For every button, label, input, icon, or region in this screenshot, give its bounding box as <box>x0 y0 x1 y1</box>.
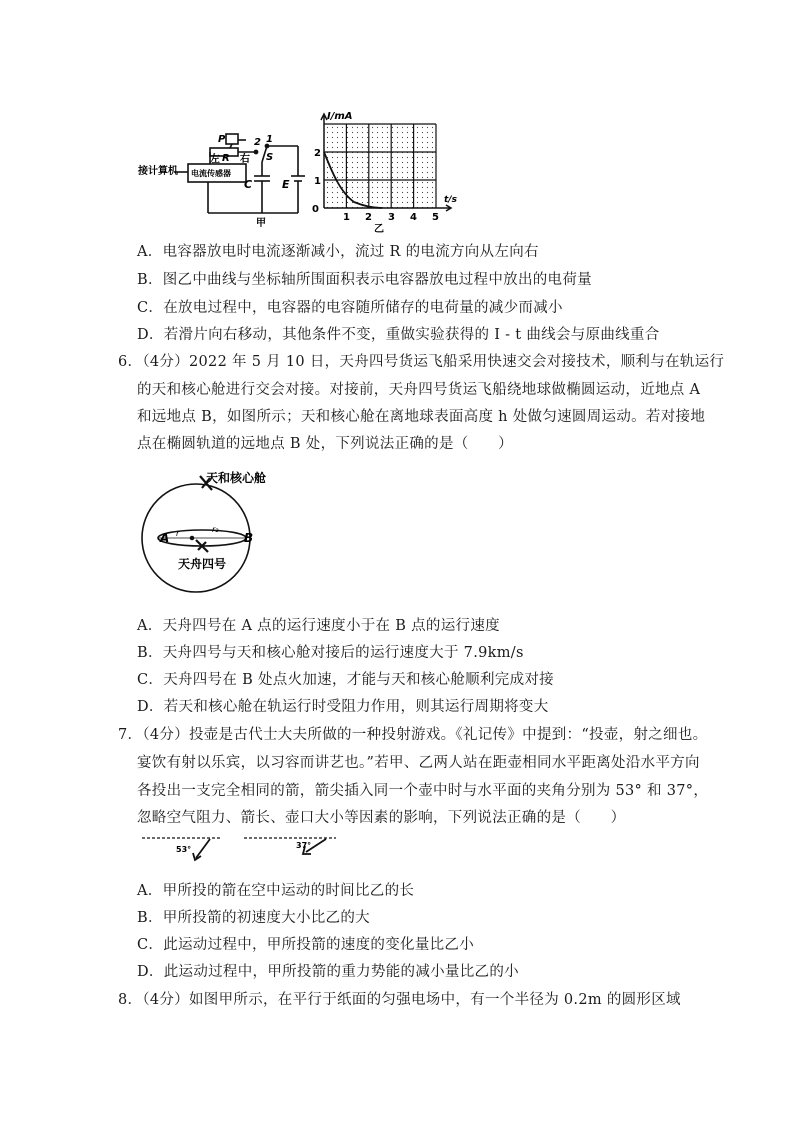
arrow-angle-diagram <box>140 834 340 864</box>
q7-option-a: A．甲所投的箭在空中运动的时间比乙的长 <box>137 883 415 899</box>
label-S: S <box>266 152 274 163</box>
q5-option-a: A．电容器放电时电流逐渐减小，流过 R 的电流方向从左向右 <box>137 244 539 260</box>
x-tick-3: 3 <box>388 212 395 223</box>
label-pc: 接计算机 <box>138 166 178 177</box>
q6-stem-line-4: 点在椭圆轨道的远地点 B 处，下列说法正确的是（ ） <box>137 436 513 452</box>
label-left: 左 <box>210 154 220 165</box>
label-r1: r <box>176 529 180 538</box>
q7-stem-line-1: 7．（4分）投壶是古代士大夫所做的一种投射游戏。《礼记传》中提到：“投壶，射之细也。 <box>118 727 708 743</box>
arrow-53 <box>196 839 210 858</box>
q7-stem-line-4: 忽略空气阻力、箭长、壶口大小等因素的影响，下列说法正确的是（ ） <box>137 810 626 826</box>
caption-jia: 甲 <box>256 218 266 228</box>
q6-stem-line-1: 6．（4分）2022 年 5 月 10 日，天舟四号货运飞船采用快速交会对接技术，顺利与在轨运行 <box>118 354 725 370</box>
q7-option-d: D．此运动过程中，甲所投箭的重力势能的减小量比乙的小 <box>137 964 519 980</box>
q7-option-b: B．甲所投箭的初速度大小比乙的大 <box>137 910 370 926</box>
x-tick-2: 2 <box>365 212 372 223</box>
y-tick-1: 1 <box>314 176 321 187</box>
label-2: 2 <box>254 137 261 148</box>
label-tianhe: 天和核心舱 <box>206 471 267 485</box>
current-time-graph <box>310 110 460 234</box>
q6-stem-line-2: 的天和核心舱进行交会对接。对接前，天舟四号货运飞船绕地球做椭圆运动，近地点 A <box>137 382 701 398</box>
x-tick-5: 5 <box>432 212 439 223</box>
label-sensor: 电流传感器 <box>191 169 231 178</box>
label-R: R <box>222 153 230 164</box>
q6-option-d: D．若天和核心舱在轨运行时受阻力作用，则其运行周期将变大 <box>137 699 549 715</box>
label-A: A <box>160 531 170 545</box>
q6-option-b: B．天舟四号与天和核心舱对接后的运行速度大于 7.9km/s <box>137 645 524 661</box>
circuit-diagram <box>136 128 316 228</box>
x-tick-4: 4 <box>410 212 417 223</box>
q7-stem-line-3: 各投出一支完全相同的箭，箭尖插入同一个壶中时与水平面的夹角分别为 53° 和 37°， <box>137 783 709 799</box>
q6-option-a: A．天舟四号在 A 点的运行速度小于在 B 点的运行速度 <box>137 618 500 634</box>
label-E: E <box>282 178 290 191</box>
grid-area <box>324 124 436 208</box>
y-tick-0: 0 <box>312 204 319 215</box>
q6-option-c: C．天舟四号在 B 处点火加速，才能与天和核心舱顺利完成对接 <box>137 672 554 688</box>
q7-option-c: C．此运动过程中，甲所投箭的速度的变化量比乙小 <box>137 937 474 953</box>
q5-option-c: C．在放电过程中，电容器的电容随所储存的电荷量的减少而减小 <box>137 300 563 316</box>
label-right: 右 <box>240 154 250 165</box>
label-1: 1 <box>266 134 273 145</box>
label-tianzhou: 天舟四号 <box>178 557 227 571</box>
orbit-diagram <box>140 466 300 598</box>
label-B: B <box>244 531 254 545</box>
x-axis-label: t/s <box>444 195 457 205</box>
q5-option-b: B．图乙中曲线与坐标轴所围面积表示电容器放电过程中放出的电荷量 <box>137 272 592 288</box>
label-P: P <box>218 134 226 145</box>
label-C: C <box>244 178 253 191</box>
angle-37: 37° <box>296 841 312 850</box>
q7-stem-line-2: 宴饮有射以乐宾，以习容而讲艺也。”若甲、乙两人站在距壶相同水平距离处沿水平方向 <box>137 755 700 771</box>
y-tick-2: 2 <box>314 148 321 159</box>
caption-yi: 乙 <box>374 224 384 234</box>
q8-stem-line-1: 8．（4分）如图甲所示，在平行于纸面的匀强电场中，有一个半径为 0.2m 的圆形区域 <box>118 992 681 1008</box>
q6-stem-line-3: 和远地点 B，如图所示；天和核心舱在离地球表面高度 h 处做匀速圆周运动。若对接地 <box>137 409 706 425</box>
angle-53: 53° <box>176 845 192 854</box>
label-r2: r₂ <box>212 525 219 534</box>
q5-option-d: D．若滑片向右移动，其他条件不变，重做实验获得的 I - t 曲线会与原曲线重合 <box>137 327 660 343</box>
y-axis-label: I/mA <box>327 111 353 122</box>
x-tick-1: 1 <box>343 212 350 223</box>
